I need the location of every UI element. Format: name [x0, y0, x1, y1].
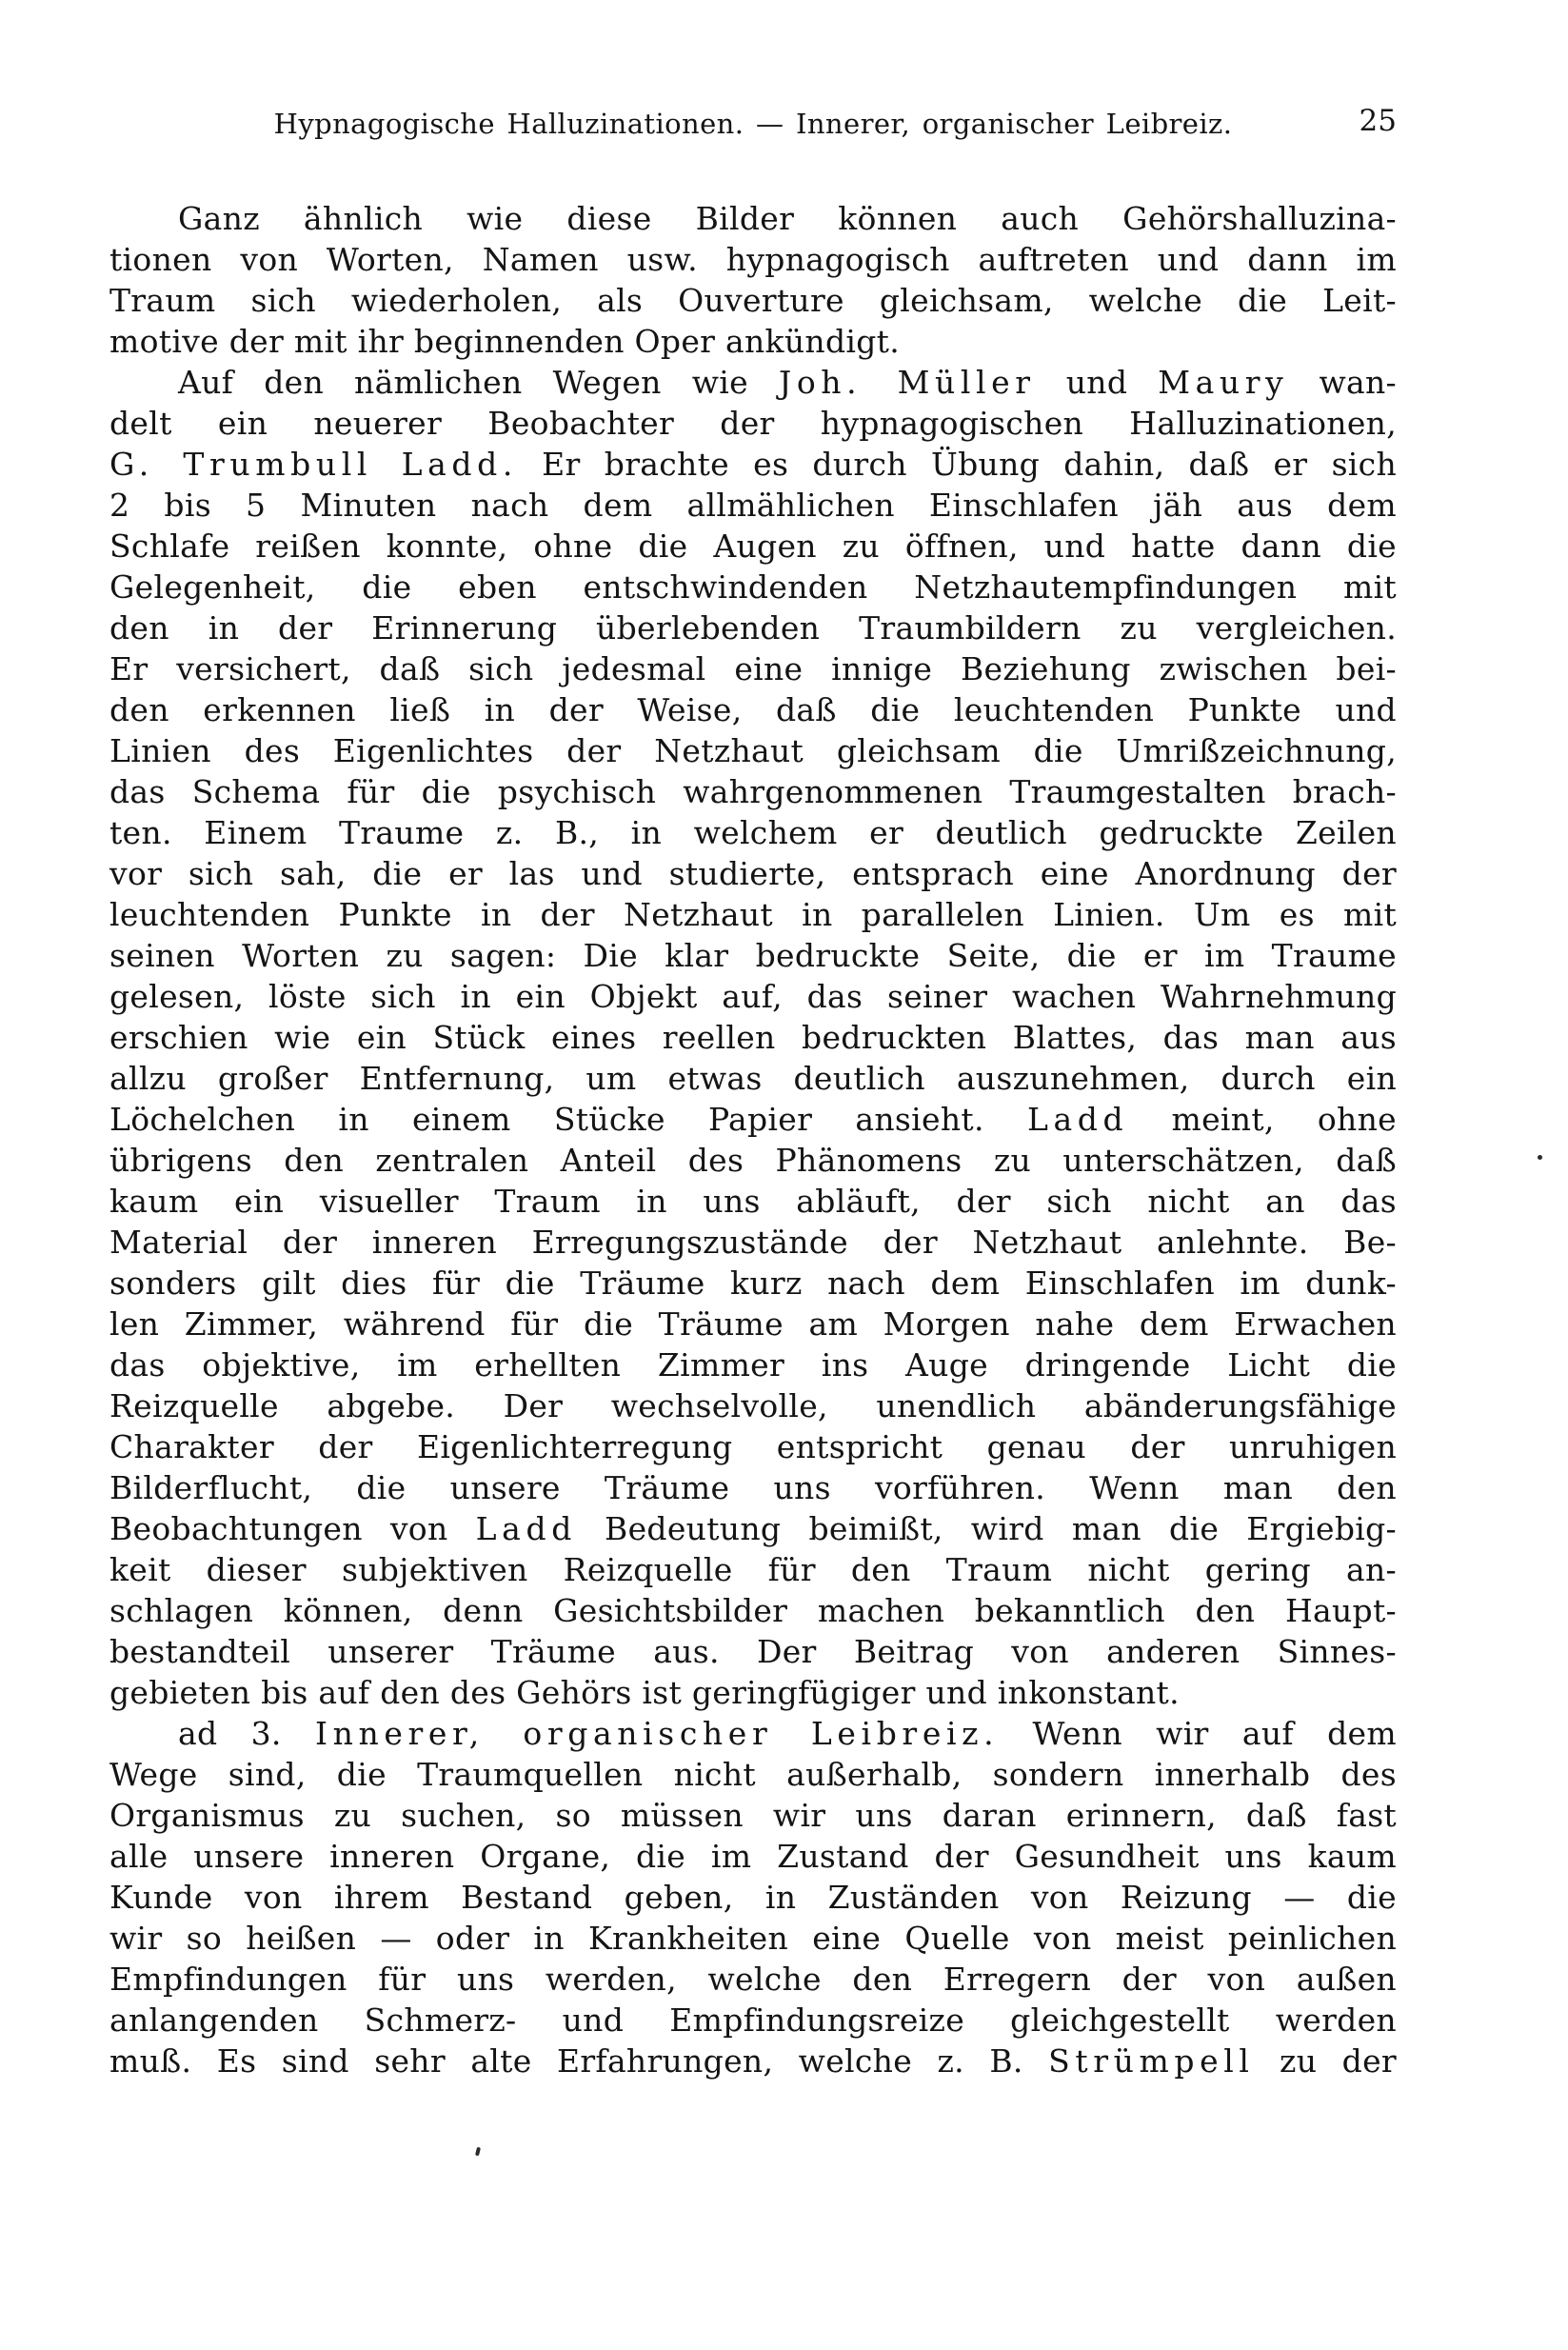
text-line [109, 607, 1397, 648]
text-segment: alle unsere inneren Organe, die im Zustand der Gesundheit uns kaum [109, 1838, 1397, 1875]
text-segment: das Schema für die psychisch wahrgenommenen Traumgestalten brach- [109, 773, 1397, 810]
text-segment: Wege sind, die Traumquellen nicht außerhalb, sondern innerhalb des [109, 1756, 1397, 1793]
text-segment: den erkennen ließ in der Weise, daß die leuchtenden Punkte und [109, 691, 1397, 728]
text-line [109, 1467, 1397, 1508]
text-segment: Gelegenheit, die eben entschwindenden Netzhautempfindungen mit [109, 568, 1397, 606]
text-line [109, 1549, 1397, 1590]
letterspaced-name: Innerer, organischer Leibreiz. [314, 1715, 1000, 1752]
running-header [109, 104, 1397, 147]
letterspaced-name: Joh. Müller [778, 364, 1036, 401]
text-segment: übrigens den zentralen Anteil des Phänomens zu unterschätzen, daß [109, 1142, 1397, 1179]
text-line [109, 648, 1397, 689]
text-segment: leuchtenden Punkte in der Netzhaut in parallelen Linien. Um es mit [109, 896, 1397, 933]
text-segment: 2 bis 5 Minuten nach dem allmählichen Einschlafen jäh aus dem [109, 487, 1397, 524]
text-line [109, 853, 1397, 894]
page-number: 25 [1359, 104, 1397, 138]
text-segment: Wenn wir auf dem [999, 1715, 1397, 1752]
text-line [109, 526, 1397, 567]
text-segment: Material der inneren Erregungszustände der Netzhaut anlehnte. Be- [109, 1224, 1397, 1261]
text-line [109, 1426, 1397, 1467]
text-segment: seinen Worten zu sagen: Die klar bedruckte Seite, die er im Traume [109, 937, 1397, 974]
text-line [109, 1140, 1397, 1181]
letterspaced-name: Ladd [475, 1510, 577, 1547]
text-segment: Er versichert, daß sich jedesmal eine innige Beziehung zwischen bei- [109, 650, 1397, 687]
text-line [109, 1058, 1397, 1099]
text-line [109, 1304, 1397, 1344]
text-segment: Er brachte es durch Übung dahin, daß er sich [517, 446, 1397, 483]
text-line [109, 976, 1397, 1017]
text-line [109, 1590, 1397, 1631]
text-segment: ad 3. [178, 1715, 315, 1752]
paragraph [109, 1713, 1397, 2081]
text-body [109, 198, 1397, 2081]
text-segment: sonders gilt dies für die Träume kurz nach dem Einschlafen im dunk- [109, 1265, 1397, 1302]
text-segment: schlagen können, denn Gesichtsbilder machen bekanntlich den Haupt- [109, 1592, 1397, 1629]
text-segment: Bedeutung beimißt, wird man die Ergiebig- [576, 1510, 1397, 1547]
text-segment: motive der mit ihr beginnenden Oper ankündigt. [109, 323, 901, 360]
text-segment: gelesen, löste sich in ein Objekt auf, das seiner wachen Wahrnehmung [109, 978, 1397, 1015]
text-line [109, 280, 1397, 321]
text-segment: bestandteil unserer Träume aus. Der Beitrag von anderen Sinnes- [109, 1633, 1397, 1670]
text-line [109, 689, 1397, 730]
text-segment: wan- [1288, 364, 1397, 401]
text-line [109, 1918, 1397, 1959]
text-line [109, 567, 1397, 607]
text-line [109, 198, 1397, 239]
text-segment: len Zimmer, während für die Träume am Morgen nahe dem Erwachen [109, 1305, 1397, 1343]
text-segment: ten. Einem Traume z. B., in welchem er deutlich gedruckte Zeilen [109, 814, 1397, 851]
text-segment: muß. Es sind sehr alte Erfahrungen, welche z. B. [109, 2042, 1049, 2080]
text-segment: Linien des Eigenlichtes der Netzhaut gleichsam die Umrißzeichnung, [109, 732, 1397, 769]
text-line [109, 321, 1397, 362]
text-line [109, 894, 1397, 935]
text-line [109, 1795, 1397, 1836]
text-line [109, 444, 1397, 485]
text-segment: Reizquelle abgebe. Der wechselvolle, unendlich abänderungsfähige [109, 1387, 1397, 1424]
letterspaced-name: Maury [1158, 364, 1289, 401]
text-segment: erschien wie ein Stück eines reellen bedruckten Blattes, das man aus [109, 1019, 1397, 1056]
text-line [109, 1222, 1397, 1263]
text-column [109, 104, 1397, 2081]
running-header-title: Hypnagogische Halluzinationen. — Innerer, organischer Leibreiz. [273, 108, 1233, 140]
text-line [109, 771, 1397, 812]
text-line [109, 1877, 1397, 1918]
text-segment: Traum sich wiederholen, als Ouverture gleichsam, welche die Leit- [109, 282, 1397, 319]
text-line [109, 362, 1397, 403]
text-line [109, 1672, 1397, 1713]
text-line [109, 1631, 1397, 1672]
text-segment: Bilderflucht, die unsere Träume uns vorführen. Wenn man den [109, 1469, 1397, 1506]
text-segment: Löchelchen in einem Stücke Papier ansieht. [109, 1101, 1027, 1138]
text-line [109, 403, 1397, 444]
text-segment: Kunde von ihrem Bestand geben, in Zuständen von Reizung — die [109, 1879, 1397, 1916]
text-segment: Beobachtungen von [109, 1510, 476, 1547]
text-line [109, 730, 1397, 771]
text-line [109, 1344, 1397, 1385]
letterspaced-name: Strümpell [1048, 2042, 1255, 2080]
text-line [109, 1099, 1397, 1140]
text-line [109, 812, 1397, 853]
text-line [109, 1508, 1397, 1549]
text-line [109, 1754, 1397, 1795]
text-segment: meint, ohne [1128, 1101, 1397, 1138]
text-segment: wir so heißen — oder in Krankheiten eine Quelle von meist peinlichen [109, 1920, 1397, 1957]
text-segment: gebieten bis auf den des Gehörs ist geringfügiger und inkonstant. [109, 1674, 1180, 1711]
text-line [109, 1959, 1397, 2000]
letterspaced-name: Ladd [1026, 1101, 1129, 1138]
text-segment: das objektive, im erhellten Zimmer ins Auge dringende Licht die [109, 1346, 1397, 1384]
text-line [109, 1017, 1397, 1058]
text-line [109, 1263, 1397, 1304]
paragraph [109, 198, 1397, 362]
text-line [109, 1836, 1397, 1877]
text-segment: und [1035, 364, 1159, 401]
letterspaced-name: G. Trumbull Ladd. [109, 446, 518, 483]
text-segment: Organismus zu suchen, so müssen wir uns daran erinnern, daß fast [109, 1797, 1397, 1834]
text-segment: Schlafe reißen konnte, ohne die Augen zu öffnen, und hatte dann die [109, 528, 1397, 565]
scan-artifact-dot [1538, 1155, 1542, 1160]
text-segment: vor sich sah, die er las und studierte, entsprach eine Anordnung der [109, 855, 1397, 892]
text-line [109, 1713, 1397, 1754]
text-line [109, 935, 1397, 976]
text-line [109, 2000, 1397, 2041]
text-line [109, 239, 1397, 280]
text-segment: tionen von Worten, Namen usw. hypnagogisch auftreten und dann im [109, 241, 1397, 278]
text-segment: Charakter der Eigenlichterregung entspricht genau der unruhigen [109, 1428, 1397, 1465]
text-segment: keit dieser subjektiven Reizquelle für den Traum nicht gering an- [109, 1551, 1397, 1588]
text-segment: allzu großer Entfernung, um etwas deutlich auszunehmen, durch ein [109, 1060, 1397, 1097]
text-line [109, 1181, 1397, 1222]
text-line [109, 1385, 1397, 1426]
text-segment: kaum ein visueller Traum in uns abläuft, der sich nicht an das [109, 1183, 1397, 1220]
scan-artifact-mark [475, 2147, 481, 2157]
paragraph [109, 362, 1397, 1713]
text-segment: delt ein neuerer Beobachter der hypnagogischen Halluzinationen, [109, 405, 1397, 442]
text-segment: Empfindungen für uns werden, welche den Erregern der von außen [109, 1961, 1397, 1998]
text-segment: anlangenden Schmerz- und Empfindungsreize gleichgestellt werden [109, 2001, 1397, 2039]
text-line [109, 485, 1397, 526]
text-line [109, 2041, 1397, 2081]
text-segment: Ganz ähnlich wie diese Bilder können auch Gehörshalluzina- [178, 200, 1397, 237]
text-segment: Auf den nämlichen Wegen wie [178, 364, 779, 401]
text-segment: den in der Erinnerung überlebenden Traumbildern zu vergleichen. [109, 609, 1397, 647]
text-segment: zu der [1254, 2042, 1397, 2080]
